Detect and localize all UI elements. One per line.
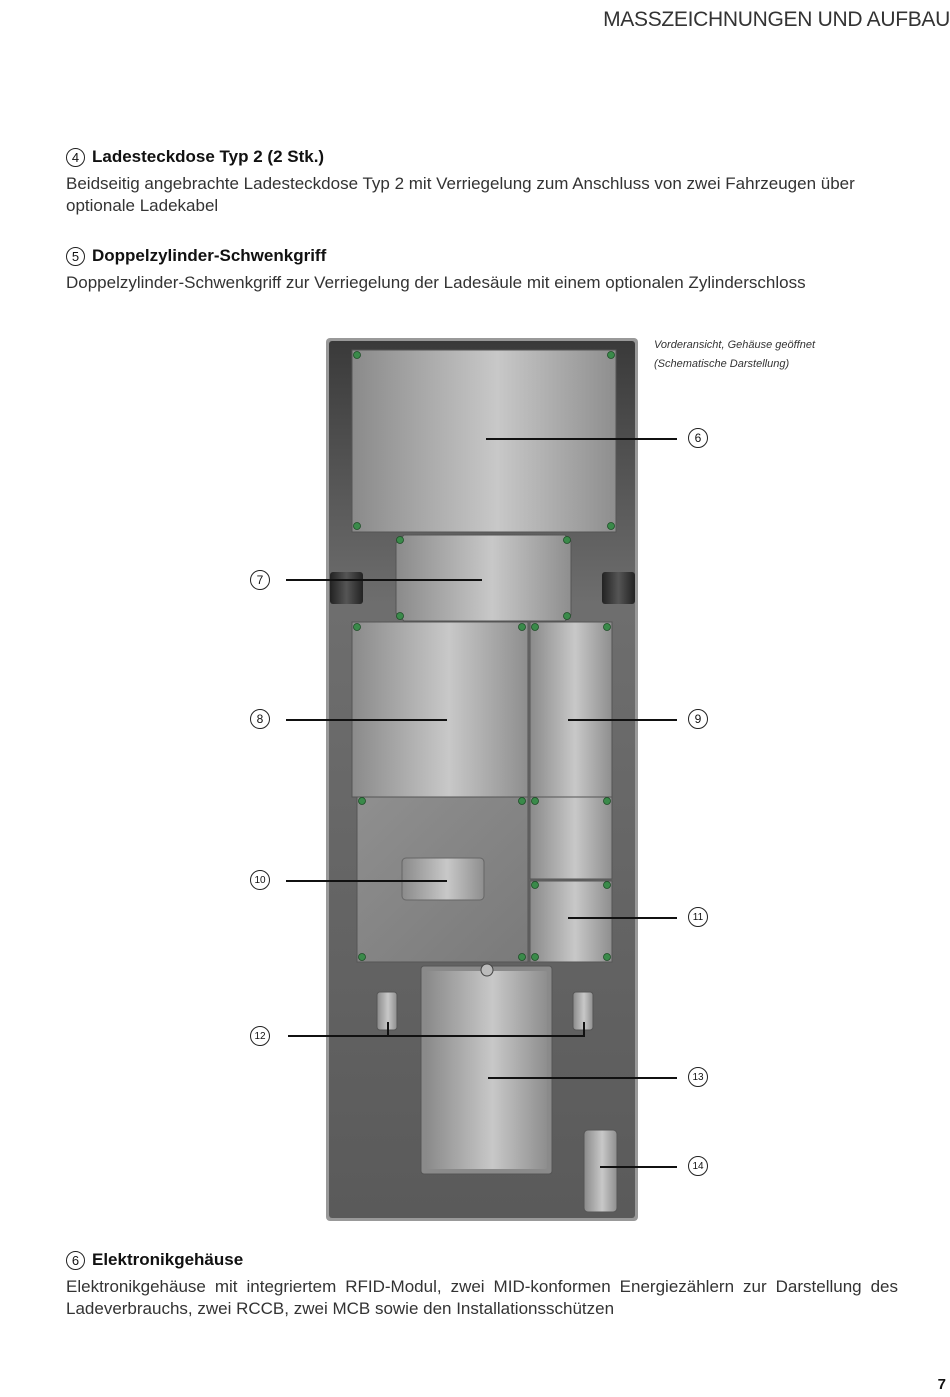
section-body: Doppelzylinder-Schwenkgriff zur Verriegelung der Ladesäule mit einem optionalen Zylinderschloss xyxy=(66,273,806,292)
section-number: 4 xyxy=(66,148,85,167)
section-title: Ladesteckdose Typ 2 (2 Stk.) xyxy=(92,147,325,166)
callout-10: 10 xyxy=(250,870,270,890)
page-header-title: MASSZEICHNUNGEN UND AUFBAU xyxy=(603,8,950,31)
lock-screw xyxy=(481,964,493,976)
section-number: 6 xyxy=(66,1251,85,1270)
section-title: Elektronikgehäuse xyxy=(92,1250,244,1269)
callout-7: 7 xyxy=(250,570,270,590)
callout-11: 11 xyxy=(688,907,708,927)
callout-9: 9 xyxy=(688,709,708,729)
callout-6: 6 xyxy=(688,428,708,448)
module-10-unit xyxy=(402,858,484,900)
electronics-housing-box xyxy=(352,350,616,532)
module-11a-box xyxy=(530,797,612,879)
page-number: 7 xyxy=(937,1376,946,1393)
left-charging-socket xyxy=(330,572,363,604)
section-body: Beidseitig angebrachte Ladesteckdose Typ 2 mit Verriegelung zum Anschluss von zwei Fahrzeugen über optionale Ladekabel xyxy=(66,174,855,215)
section-heading xyxy=(66,1250,898,1270)
figure-caption xyxy=(654,336,815,374)
module-11b-box xyxy=(530,881,612,962)
callout-8: 8 xyxy=(250,709,270,729)
section-title: Doppelzylinder-Schwenkgriff xyxy=(92,246,327,265)
module-8-box xyxy=(352,622,528,797)
callout-14: 14 xyxy=(688,1156,708,1176)
callout-12: 12 xyxy=(250,1026,270,1046)
module-9-box xyxy=(530,622,612,797)
module-14-box xyxy=(584,1130,617,1212)
section-electronics-housing xyxy=(66,1250,898,1320)
module-13-box xyxy=(426,971,547,1169)
callout-13: 13 xyxy=(688,1067,708,1087)
section-body: Elektronikgehäuse mit integriertem RFID-Modul, zwei MID-konformen Energiezählern zur Darstellung des Ladeverbrauchs, zwei RCCB, zwei MCB sowie den Installationsschützen xyxy=(66,1277,898,1318)
socket-module-box xyxy=(396,535,571,621)
right-charging-socket xyxy=(602,572,635,604)
caption-line-2: (Schematische Darstellung) xyxy=(654,358,790,370)
section-number: 5 xyxy=(66,247,85,266)
caption-line-1: Vorderansicht, Gehäuse geöffnet xyxy=(654,339,816,351)
